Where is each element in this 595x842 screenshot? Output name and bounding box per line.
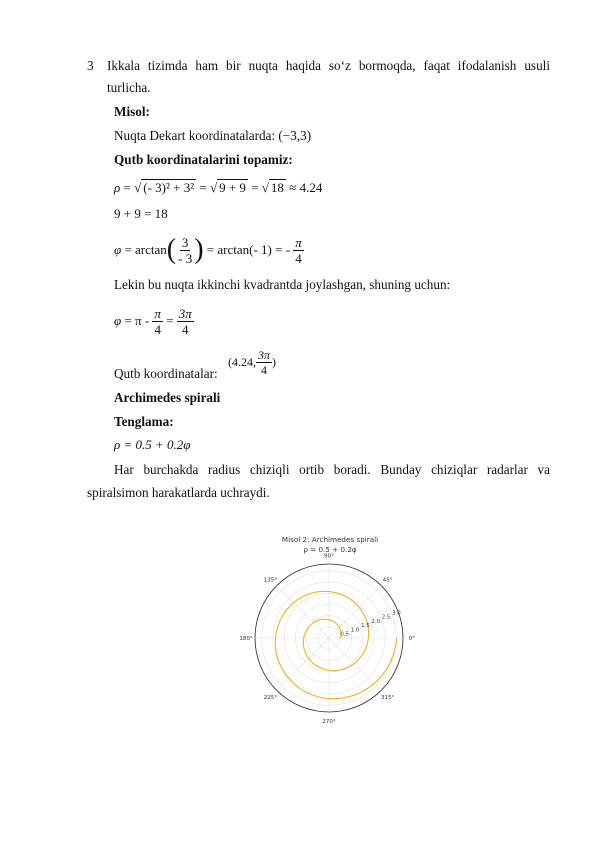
rho-equation [114, 180, 322, 196]
angle-label-7: 315° [380, 694, 395, 701]
equals: = [123, 180, 131, 195]
phi-symbol: φ [114, 242, 122, 257]
polar-grid [255, 564, 403, 712]
angle-label-5: 225° [263, 694, 278, 701]
phi-equation [114, 232, 304, 268]
approx-sign: ≈ [289, 180, 297, 195]
equals: = [251, 180, 259, 195]
item-number: 3 [87, 58, 94, 73]
angle-label-4: 180° [239, 636, 253, 643]
spiral-equation: ρ = 0.5 + 0.2φ [114, 437, 191, 452]
radicand-1: (- 3)² + 3² [143, 180, 195, 195]
archimedes-heading: Archimedes spirali [114, 390, 221, 405]
angle-label-3: 135° [263, 577, 278, 584]
phi-symbol: φ [114, 313, 122, 328]
sqrt-sign: √ [261, 180, 269, 195]
paragraph-line1: Har burchakda radius chiziqli ortib boradi. Bunday chiziqlar radarlar va [114, 462, 550, 477]
rho-value: 4.24 [299, 180, 323, 195]
item-text-line1: Ikkala tizimda ham bir nuqta haqida so‘z bormoqda, faqat ifodalanish usuli [107, 58, 550, 73]
angular-gridline-7 [329, 638, 381, 690]
radial-tick-label-2: 1.5 [361, 623, 370, 630]
radial-tick-label-1: 1.0 [350, 627, 360, 634]
angle-label-2: 90° [324, 553, 334, 560]
fraction-3pi-over-4: $\frac{3\pi}{4}$ [258, 347, 271, 377]
angle-label-0: 0° [408, 636, 416, 643]
phi2-equation [114, 304, 194, 338]
equals: = [166, 313, 174, 328]
radicand-2: 9 + 9 [219, 180, 246, 195]
angle-label-1: 45° [382, 577, 393, 584]
angle-label-6: 270° [322, 719, 336, 726]
tenglama-label: Tenglama: [114, 414, 174, 429]
rho-symbol: ρ [114, 180, 121, 195]
pi-minus: = π - [124, 313, 150, 328]
fraction-pi-over-4: $\frac{\pi}{4}$ [154, 305, 161, 337]
fraction-pi-over-4: $\frac{\pi}{4}$ [295, 234, 302, 266]
chart-subtitle: ρ = 0.5 + 0.2φ [303, 545, 357, 554]
polar-labels [239, 553, 415, 725]
archimedes-spiral-chart [225, 528, 435, 728]
qutb-coords-value: (4.24, $\frac{3\pi}{4}$ ) [228, 347, 277, 377]
left-paren: ( [166, 234, 177, 265]
radial-tick-label-4: 2.5 [381, 614, 391, 621]
arctan-label: = arctan [124, 242, 167, 257]
right-paren: ) [194, 234, 204, 265]
sum-equation: 9 + 9 = 18 [114, 206, 168, 221]
dekart-line: Nuqta Dekart koordinatalarda: (−3,3) [114, 128, 312, 143]
sqrt-sign: √ [134, 180, 142, 195]
radicand-3: 18 [270, 180, 284, 195]
equals: = [199, 180, 207, 195]
chart-title: Misol 2: Archimedes spirali [281, 535, 379, 544]
radial-tick-label-0: 0.5 [340, 631, 349, 638]
qutb-coords-label: Qutb koordinatalar: [114, 366, 218, 381]
item-text-line2: turlicha. [107, 80, 151, 95]
paragraph-line2: spiralsimon harakatlarda uchraydi. [87, 485, 270, 500]
sqrt-sign: √ [209, 180, 218, 195]
misol-label: Misol: [114, 104, 150, 119]
radial-tick-label-3: 2.0 [371, 618, 381, 625]
angular-gridline-5 [277, 638, 329, 690]
radial-tick-label-5: 3.0 [392, 610, 401, 617]
qutb-heading: Qutb koordinatalarini topamiz: [114, 152, 293, 167]
fraction-3-over-minus3: $\frac{3}{- 3}$ [178, 234, 193, 266]
fraction-3pi-over-4: $\frac{3\pi}{4}$ [178, 305, 192, 337]
arctan-result: = arctan(- 1) = - [206, 242, 291, 257]
lekin-line: Lekin bu nuqta ikkinchi kvadrantda joylashgan, shuning uchun: [114, 277, 451, 292]
